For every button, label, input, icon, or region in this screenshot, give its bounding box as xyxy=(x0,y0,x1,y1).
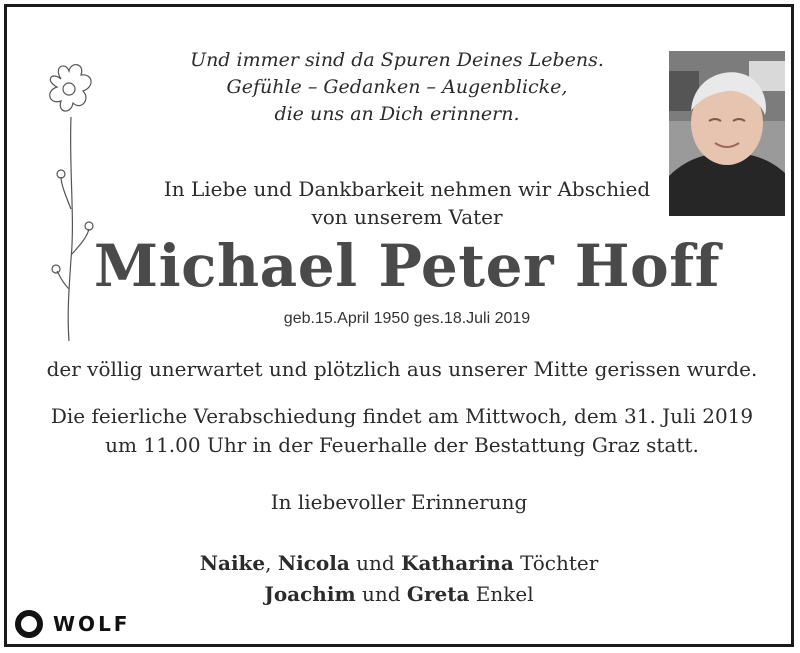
signer-name: Naike xyxy=(199,551,266,575)
life-dates: geb.15.April 1950 ges.18.Juli 2019 xyxy=(283,310,531,327)
memory-text: In liebevoller Erinnerung xyxy=(270,490,528,514)
conjunction: und xyxy=(355,582,407,606)
wolf-logo xyxy=(15,611,130,637)
conjunction: und xyxy=(349,551,402,575)
poem-line: Und immer sind da Spuren Deines Lebens. xyxy=(190,49,604,71)
signers-daughters xyxy=(7,548,791,579)
signers-grandchildren xyxy=(7,579,791,610)
relation-label: Enkel xyxy=(469,582,534,606)
farewell-line: von unserem Vater xyxy=(311,205,503,229)
signer-name: Joachim xyxy=(264,582,356,606)
farewell-line: In Liebe und Dankbarkeit nehmen wir Abschied xyxy=(163,177,651,201)
poem-line: Gefühle – Gedanken – Augenblicke, xyxy=(226,76,568,98)
relation-label: Töchter xyxy=(513,551,599,575)
sudden-death-text: der völlig unerwartet und plötzlich aus unserer Mitte gerissen wurde. xyxy=(46,357,758,381)
logo-ring-icon xyxy=(15,610,43,638)
deceased-name: Michael Peter Hoff xyxy=(93,232,721,300)
obituary-card xyxy=(4,4,794,647)
signer-name: Katharina xyxy=(401,551,514,575)
farewell-text xyxy=(57,175,757,231)
signer-name: Greta xyxy=(406,582,470,606)
poem-line: die uns an Dich erinnern. xyxy=(274,103,520,125)
signers xyxy=(7,548,791,610)
ceremony-text xyxy=(17,402,787,460)
ceremony-line: Die feierliche Verabschiedung findet am Mittwoch, dem 31. Juli 2019 xyxy=(50,404,754,428)
poem xyxy=(77,47,717,128)
ceremony-line: um 11.00 Uhr in der Feuerhalle der Bestattung Graz statt. xyxy=(105,433,699,457)
signer-name: Nicola xyxy=(277,551,350,575)
logo-text: WOLF xyxy=(53,612,131,636)
separator: , xyxy=(265,551,278,575)
